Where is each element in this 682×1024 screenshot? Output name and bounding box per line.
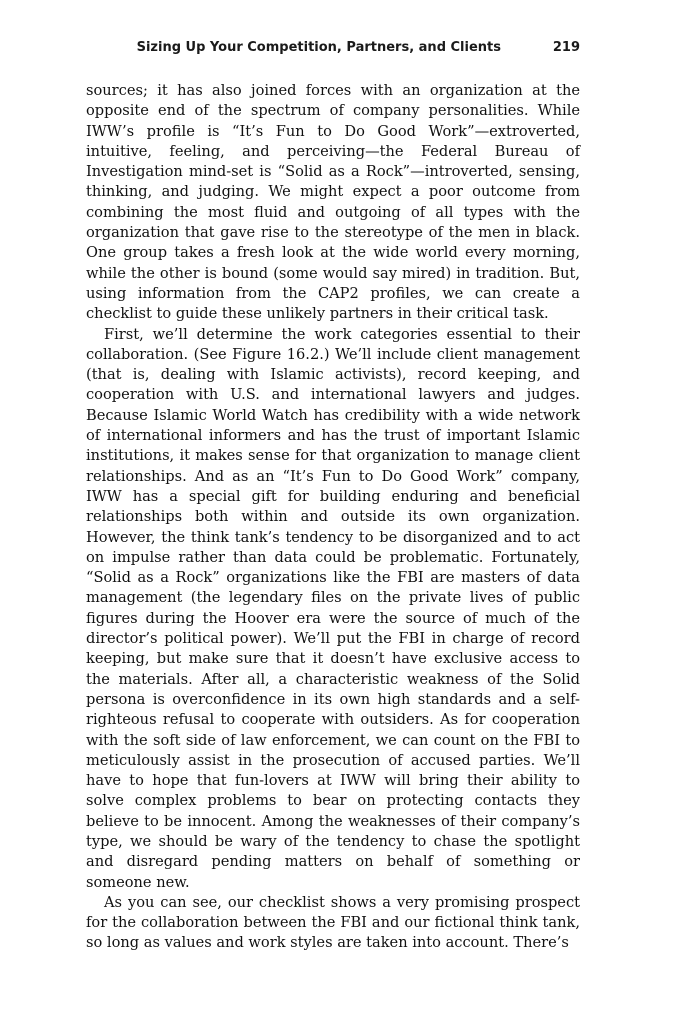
paragraph-1: sources; it has also joined forces with an organization at the opposite end of the spectrum of company personalities. While IWW’s profile is “It’s Fun to Do Good Work”—extroverted, intuitive, feeling, and perceiving—the Federal Bureau of Investigation mind-set is “Solid as a Rock”—introverted, sensing, thinking, and judging. We might expect a poor outcome from combining the most fluid and outgoing of all types with the organization that gave rise to the stereotype of the men in black. One group takes a fresh look at the wide world every morning, while the other is bound (some would say mired) in tradition. But, using information from the CAP2 profiles, we can create a checklist to guide these unlikely partners in their critical task. — [86, 82, 580, 323]
body-text — [86, 81, 580, 954]
paragraph-3: As you can see, our checklist shows a very promising prospect for the collaboration between the FBI and our fictional think tank, so long as values and work styles are taken into account. There’s — [86, 893, 580, 952]
running-head — [86, 40, 580, 62]
paragraph-2: First, we’ll determine the work categories essential to their collaboration. (See Figure 16.2.) We’ll include client management (that is, dealing with Islamic activists), record keeping, and cooperation with U.S. and international lawyers and judges. Because Islamic World Watch has credibility with a wide network of international informers and has the trust of important Islamic institutions, it makes sense for that organization to manage client relationships. And as an “It’s Fun to Do Good Work” company, IWW has a special gift for building enduring and beneficial relationships both within and outside its own organization. However, the think tank’s tendency to be disorganized and to act on impulse rather than data could be problematic. Fortunately, “Solid as a Rock” organizations like the FBI are masters of data management (the legendary files on the private lives of public figures during the Hoover era were the source of much of the director’s political power). We’ll put the FBI in charge of record keeping, but make sure that it doesn’t have exclusive access to the materials. After all, a characteristic weakness of the Solid persona is overconfidence in its own high standards and a self-righteous refusal to cooperate with outsiders. As for cooperation with the soft side of law enforcement, we can count on the FBI to meticulously assist in the prosecution of accused parties. We’ll have to hope that fun-lovers at IWW will bring their ability to solve complex problems to bear on protecting contacts they believe to be innocent. Among the weaknesses of their company’s type, we should be wary of the tendency to chase the spotlight and disregard pending matters on behalf of something or someone new. — [86, 325, 580, 891]
page-number: 219 — [552, 40, 580, 55]
running-head-title: Sizing Up Your Competition, Partners, and Clients — [136, 40, 501, 55]
